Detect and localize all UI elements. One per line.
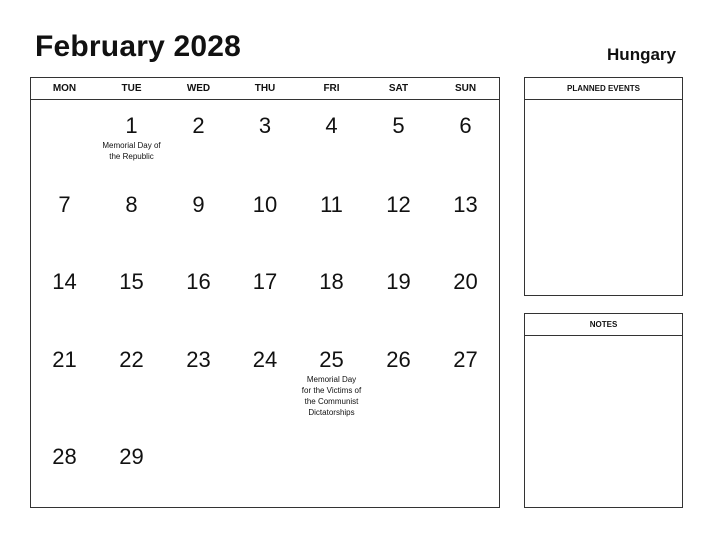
weekday-sat: SAT bbox=[388, 83, 409, 94]
day-number: 12 bbox=[386, 192, 411, 217]
page-title: February 2028 bbox=[35, 30, 242, 63]
day-number: 23 bbox=[186, 347, 211, 372]
day-number: 19 bbox=[386, 269, 411, 294]
day-cell[interactable] bbox=[232, 348, 298, 372]
day-cell[interactable] bbox=[432, 193, 499, 217]
day-number: 5 bbox=[392, 113, 405, 138]
day-cell[interactable] bbox=[31, 348, 98, 372]
day-cell[interactable] bbox=[365, 114, 432, 138]
day-number: 29 bbox=[119, 444, 144, 469]
day-number: 6 bbox=[459, 113, 472, 138]
day-number: 1 bbox=[125, 113, 138, 138]
day-number: 26 bbox=[386, 347, 411, 372]
holiday-label: Memorial Day of the Republic bbox=[102, 141, 161, 161]
planned-events-panel[interactable] bbox=[524, 77, 683, 296]
planned-events-heading: PLANNED EVENTS bbox=[525, 78, 682, 100]
day-cell[interactable] bbox=[232, 193, 298, 217]
weekday-thu: THU bbox=[254, 83, 276, 94]
day-number: 11 bbox=[320, 192, 343, 217]
day-cell[interactable] bbox=[31, 270, 98, 294]
notes-panel[interactable] bbox=[524, 313, 683, 508]
day-number: 15 bbox=[119, 269, 144, 294]
day-number: 4 bbox=[325, 113, 338, 138]
day-cell[interactable] bbox=[165, 114, 232, 138]
weekday-header-row bbox=[31, 78, 499, 100]
day-cell[interactable] bbox=[31, 193, 98, 217]
weekday-tue: TUE bbox=[121, 83, 142, 94]
day-cell[interactable] bbox=[365, 270, 432, 294]
day-number: 27 bbox=[453, 347, 478, 372]
day-number: 18 bbox=[319, 269, 344, 294]
day-cell[interactable] bbox=[298, 270, 365, 294]
day-number: 28 bbox=[52, 444, 77, 469]
day-cell[interactable] bbox=[365, 348, 432, 372]
day-number: 20 bbox=[453, 269, 478, 294]
weekday-fri: FRI bbox=[323, 83, 340, 94]
day-cell[interactable] bbox=[98, 114, 165, 162]
day-cell[interactable] bbox=[165, 193, 232, 217]
day-number: 24 bbox=[252, 347, 278, 372]
day-number: 21 bbox=[52, 347, 77, 372]
day-cell[interactable] bbox=[98, 270, 165, 294]
day-cell[interactable] bbox=[98, 445, 165, 469]
day-number: 10 bbox=[252, 192, 278, 217]
weekday-mon: MON bbox=[52, 83, 77, 94]
day-number: 16 bbox=[186, 269, 211, 294]
weekday-wed: WED bbox=[186, 83, 211, 94]
day-cell[interactable] bbox=[165, 348, 232, 372]
day-number: 17 bbox=[252, 269, 278, 294]
day-number: 2 bbox=[192, 113, 205, 138]
day-number: 13 bbox=[453, 192, 478, 217]
day-cell[interactable] bbox=[298, 193, 365, 217]
day-cell[interactable] bbox=[298, 114, 365, 138]
day-cell[interactable] bbox=[432, 270, 499, 294]
day-cell[interactable] bbox=[432, 114, 499, 138]
day-cell[interactable] bbox=[432, 348, 499, 372]
day-cell[interactable] bbox=[98, 348, 165, 372]
country-label: Hungary bbox=[607, 45, 676, 64]
day-number: 8 bbox=[125, 192, 138, 217]
weekday-sun: SUN bbox=[454, 83, 477, 94]
day-cell[interactable] bbox=[232, 114, 298, 138]
day-number: 9 bbox=[192, 192, 205, 217]
notes-heading: NOTES bbox=[525, 314, 682, 336]
day-cell[interactable] bbox=[298, 348, 365, 418]
day-cell[interactable] bbox=[98, 193, 165, 217]
day-cell[interactable] bbox=[31, 445, 98, 469]
day-number: 22 bbox=[119, 347, 144, 372]
day-number: 14 bbox=[52, 269, 77, 294]
day-number: 7 bbox=[58, 192, 71, 217]
day-cell[interactable] bbox=[165, 270, 232, 294]
calendar-grid bbox=[30, 77, 500, 508]
holiday-label: Memorial Day for the Victims of the Communist Dictatorships bbox=[301, 375, 362, 417]
day-cell[interactable] bbox=[365, 193, 432, 217]
day-number: 3 bbox=[258, 113, 272, 138]
day-number: 25 bbox=[319, 347, 344, 372]
day-cell[interactable] bbox=[232, 270, 298, 294]
